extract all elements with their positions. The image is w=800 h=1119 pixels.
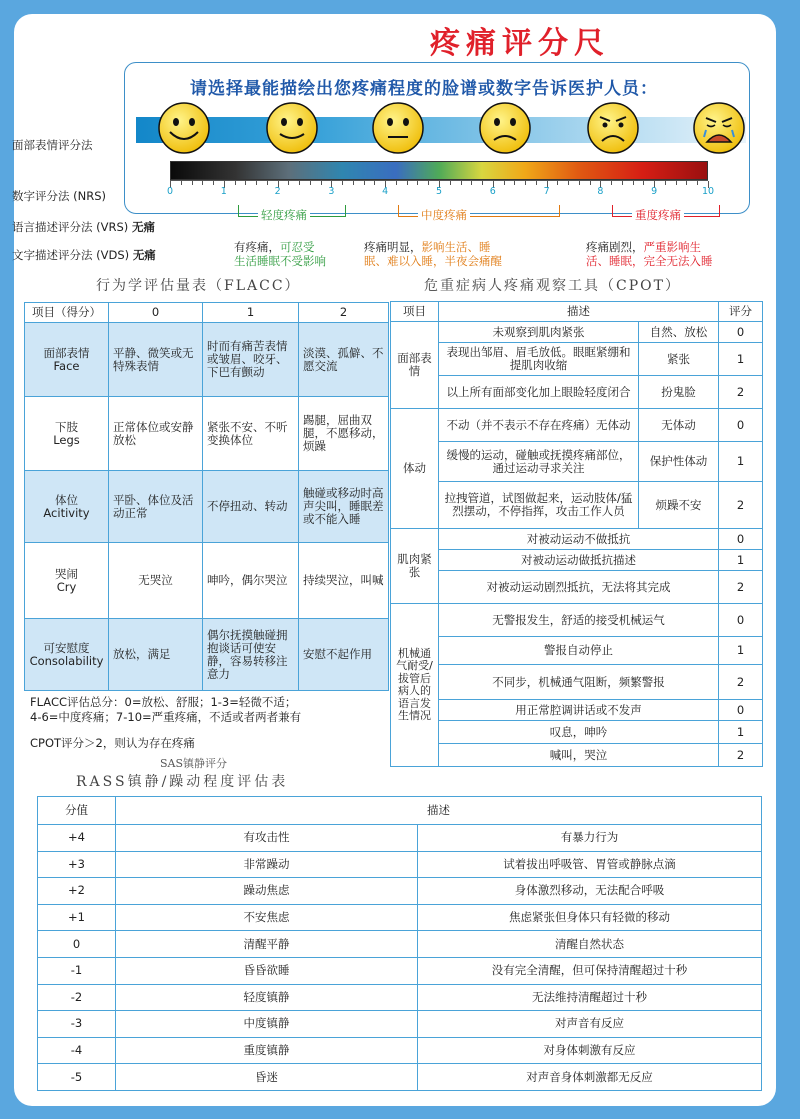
table-cell: 喊叫，哭泣 [439,744,719,767]
nrs-tick [504,181,505,185]
nrs-tick [450,181,451,185]
table-cell: 用正常腔调讲话或不发声 [439,700,719,721]
table-cell: 偶尔抚摸触碰拥抱谈话可使安静，容易转移注意力 [203,619,299,691]
table-cell: 保护性体动 [639,442,719,482]
nrs-tick [267,181,268,185]
nrs-tick [213,181,214,185]
table-cell: 扮鬼脸 [639,376,719,409]
nrs-tick [310,181,311,185]
nrs-tick [611,181,612,185]
cpot-cat-muscle: 肌肉紧张 [391,529,439,604]
nrs-tick [643,181,644,185]
nrs-number-9[interactable]: 9 [651,186,658,197]
table-row [38,1037,762,1064]
face-icon-worst-pain[interactable] [694,103,744,153]
nrs-number-4[interactable]: 4 [382,186,389,197]
table-row [38,957,762,984]
nrs-tick [568,181,569,185]
cpot-table [390,301,763,767]
nrs-tick [428,181,429,185]
nrs-tick [364,181,365,185]
table-cell: 拉拽管道，试图做起来，运动肢体/猛烈摆动，不停指挥，攻击工作人员 [439,482,639,529]
vrs-scale-label: 语言描述评分法 (VRS) 无痛 [12,220,155,234]
table-cell: -2 [38,984,116,1011]
nrs-tick [181,181,182,185]
flacc-note-1: FLACC评估总分：0=放松、舒服；1-3=轻微不适； [30,695,297,709]
face-icon-very-sad[interactable] [588,103,638,153]
table-cell: 对被动运动不做抵抗 [439,529,719,550]
table-cell: -3 [38,1011,116,1038]
table-cell: 平卧、体位及活动正常 [109,471,203,543]
cpot-cat-face: 面部表情 [391,322,439,409]
table-cell: 烦躁不安 [639,482,719,529]
table-row [391,376,763,409]
table-cell: 0 [719,322,763,343]
table-cell: 昏迷 [116,1064,418,1091]
vds-scale-label: 文字描述评分法 (VDS) 无痛 [12,248,156,262]
nrs-tick [192,181,193,185]
nrs-tick [407,181,408,185]
rass-table [37,796,762,1091]
table-cell: 紧张 [639,343,719,376]
table-row [391,571,763,604]
table-cell: 呻吟，偶尔哭泣 [203,543,299,619]
table-row [391,529,763,550]
flacc-header-1: 1 [203,303,299,323]
nrs-tick [525,181,526,185]
face-icon-hurts-little[interactable] [267,103,317,153]
nrs-tick [245,181,246,185]
face-icon-no-hurt[interactable] [159,103,209,153]
table-cell: 踢腿，屈曲双腿，不愿移动，烦躁 [299,397,389,471]
nrs-number-0[interactable]: 0 [166,186,174,197]
table-cell: 没有完全清醒，但可保持清醒超过十秒 [418,957,762,984]
table-row [25,543,389,619]
table-cell: 时而有痛苦表情或皱眉、咬牙、下巴有颤动 [203,323,299,397]
rass-subtitle: SAS镇静评分 [160,757,228,770]
nrs-tick [396,181,397,185]
table-row [38,1064,762,1091]
table-row [391,409,763,442]
table-row [391,550,763,571]
flacc-header-0: 0 [109,303,203,323]
table-cell: 2 [719,571,763,604]
flacc-title: 行为学评估量表（FLACC） [96,278,301,294]
nrs-number-3[interactable]: 3 [328,186,335,197]
table-cell: 1 [719,550,763,571]
nrs-tick [256,181,257,185]
table-row [25,323,389,397]
table-cell: 淡漠、孤僻、不愿交流 [299,323,389,397]
table-row [38,931,762,958]
table-cell: 2 [719,376,763,409]
cpot-note: CPOT评分＞2，则认为存在疼痛 [30,736,195,750]
flacc-item-face: 面部表情 Face [25,323,109,397]
table-cell: 警报自动停止 [439,637,719,665]
rass-title: RASS镇静/躁动程度评估表 [76,774,289,790]
table-cell: 有暴力行为 [418,825,762,852]
nrs-number-1[interactable]: 1 [220,186,227,197]
table-cell: 1 [719,721,763,744]
table-cell: 对声音身体刺激都无反应 [418,1064,762,1091]
vrs-moderate-label: 中度疼痛 [418,207,470,223]
table-row [25,619,389,691]
table-cell: 0 [719,604,763,637]
nrs-tick [288,181,289,185]
nrs-tick [590,181,591,185]
nrs-number-10[interactable]: 10 [701,186,715,197]
table-cell: -5 [38,1064,116,1091]
table-row [391,744,763,767]
table-cell: 有攻击性 [116,825,418,852]
nrs-number-2[interactable]: 2 [274,186,281,197]
nrs-tick [622,181,623,185]
face-icon-sad[interactable] [480,103,530,153]
table-cell: 0 [38,931,116,958]
table-row [38,851,762,878]
table-row [391,700,763,721]
table-cell: 中度镇静 [116,1011,418,1038]
instruction-text: 请选择最能描绘出您疼痛程度的脸谱或数字告诉医护人员： [190,79,658,99]
face-scale-label: 面部表情评分法 [12,138,93,152]
table-cell: 放松，满足 [109,619,203,691]
table-cell: 对被动运动剧烈抵抗，无法将其完成 [439,571,719,604]
table-cell: 试着拔出呼吸管、胃管或静脉点滴 [418,851,762,878]
cpot-header-score: 评分 [719,302,763,322]
nrs-number-5[interactable]: 5 [435,186,443,197]
flacc-note-2: 4-6=中度疼痛；7-10=严重疼痛，不适或者两者兼有 [30,710,302,724]
rass-header-score: 分值 [38,797,116,825]
flacc-header-2: 2 [299,303,389,323]
table-row [391,637,763,665]
table-cell: 正常体位或安静放松 [109,397,203,471]
table-cell: 叹息，呻吟 [439,721,719,744]
flacc-item-activity: 体位 Acitivity [25,471,109,543]
table-cell: 安慰不起作用 [299,619,389,691]
table-cell: 2 [719,482,763,529]
table-row [391,482,763,529]
table-cell: 焦虑紧张但身体只有轻微的移动 [418,904,762,931]
nrs-tick [461,181,462,185]
table-cell: +2 [38,878,116,905]
table-cell: +1 [38,904,116,931]
nrs-color-bar [170,161,708,180]
table-cell: 紧张不安、不听变换体位 [203,397,299,471]
table-row [391,721,763,744]
vds-mild: 有疼痛，可忍受 生活睡眠不受影响 [234,240,326,268]
nrs-number-8[interactable]: 8 [597,186,604,197]
flacc-item-cry: 哭闹 Cry [25,543,109,619]
table-cell: -4 [38,1037,116,1064]
cpot-cat-body: 体动 [391,409,439,529]
table-cell: 2 [719,744,763,767]
table-cell: 无体动 [639,409,719,442]
table-cell: 不停扭动、转动 [203,471,299,543]
table-cell: 1 [719,637,763,665]
nrs-tick [471,181,472,185]
nrs-tick [482,181,483,185]
table-row [391,665,763,700]
table-cell: 对声音有反应 [418,1011,762,1038]
nrs-tick [686,181,687,185]
table-cell: 触碰或移动时高声尖叫，睡眠差或不能入睡 [299,471,389,543]
nrs-tick [557,181,558,185]
vds-moderate: 疼痛明显，影响生活、睡 眠、难以入睡，半夜会痛醒 [364,240,502,268]
table-row [38,1011,762,1038]
table-row [391,322,763,343]
table-cell: +4 [38,825,116,852]
table-cell: 身体激烈移动，无法配合呼吸 [418,878,762,905]
rass-header-desc: 描述 [116,797,762,825]
vds-severe: 疼痛剧烈，严重影响生 活、睡眠，完全无法入睡 [586,240,713,268]
cpot-title: 危重症病人疼痛观察工具（CPOT） [424,278,681,294]
table-cell: 对身体刺激有反应 [418,1037,762,1064]
nrs-number-7[interactable]: 7 [543,186,550,197]
vrs-mild-label: 轻度疼痛 [258,207,310,223]
table-cell: 0 [719,409,763,442]
table-cell: 无法维持清醒超过十秒 [418,984,762,1011]
cpot-cat-ventilation: 机械通气耐受/拔管后病人的语言发生情况 [391,604,439,767]
table-row [38,878,762,905]
flacc-header-item: 项目（得分） [25,303,109,323]
faces-row [158,100,758,156]
table-cell: 轻度镇静 [116,984,418,1011]
table-row [38,984,762,1011]
nrs-tick [321,181,322,185]
nrs-tick [697,181,698,185]
nrs-tick [579,181,580,185]
table-cell: 0 [719,700,763,721]
table-cell: 平静、微笑或无特殊表情 [109,323,203,397]
table-row [38,904,762,931]
table-row [391,604,763,637]
table-cell: 重度镇静 [116,1037,418,1064]
nrs-number-6[interactable]: 6 [489,186,496,197]
nrs-tick [299,181,300,185]
table-cell: 无哭泣 [109,543,203,619]
nrs-tick [353,181,354,185]
table-row [25,397,389,471]
table-cell: 非常躁动 [116,851,418,878]
nrs-tick [514,181,515,185]
nrs-tick [202,181,203,185]
table-cell: -1 [38,957,116,984]
table-cell: 不安焦虑 [116,904,418,931]
table-cell: 2 [719,665,763,700]
table-cell: 持续哭泣，叫喊 [299,543,389,619]
flacc-item-consolability: 可安慰度 Consolability [25,619,109,691]
table-row [38,825,762,852]
table-cell: 以上所有面部变化加上眼睑轻度闭合 [439,376,639,409]
table-cell: +3 [38,851,116,878]
table-cell: 0 [719,529,763,550]
page-title: 疼痛评分尺 [430,26,610,61]
table-row [391,442,763,482]
table-cell: 1 [719,343,763,376]
table-cell: 清醒自然状态 [418,931,762,958]
table-row [391,343,763,376]
face-icon-neutral[interactable] [373,103,423,153]
vrs-no-pain: 无痛 [131,220,155,234]
cpot-header-item: 项目 [391,302,439,322]
table-cell: 不动（并不表示不存在疼痛）无体动 [439,409,639,442]
cpot-header-desc: 描述 [439,302,719,322]
nrs-tick [665,181,666,185]
vds-no-pain: 无痛 [132,248,156,262]
nrs-tick [417,181,418,185]
table-cell: 对被动运动做抵抗描述 [439,550,719,571]
table-cell: 昏昏欲睡 [116,957,418,984]
table-cell: 1 [719,442,763,482]
table-cell: 缓慢的运动，碰触或抚摸疼痛部位，通过运动寻求关注 [439,442,639,482]
table-row [25,471,389,543]
vrs-severe-label: 重度疼痛 [632,207,684,223]
nrs-scale-label: 数字评分法 (NRS) [12,189,107,203]
nrs-tick [374,181,375,185]
table-cell: 清醒平静 [116,931,418,958]
table-cell: 表现出邹眉、眉毛放低。眼眶紧绷和提肌肉收缩 [439,343,639,376]
nrs-tick [676,181,677,185]
table-cell: 躁动焦虑 [116,878,418,905]
nrs-tick [633,181,634,185]
table-cell: 无警报发生，舒适的接受机械运气 [439,604,719,637]
flacc-item-legs: 下肢 Legs [25,397,109,471]
nrs-tick [342,181,343,185]
nrs-tick [536,181,537,185]
flacc-table [24,302,389,691]
table-cell: 未观察到肌肉紧张 [439,322,639,343]
table-cell: 自然、放松 [639,322,719,343]
table-cell: 不同步，机械通气阻断，频繁警报 [439,665,719,700]
nrs-tick [235,181,236,185]
